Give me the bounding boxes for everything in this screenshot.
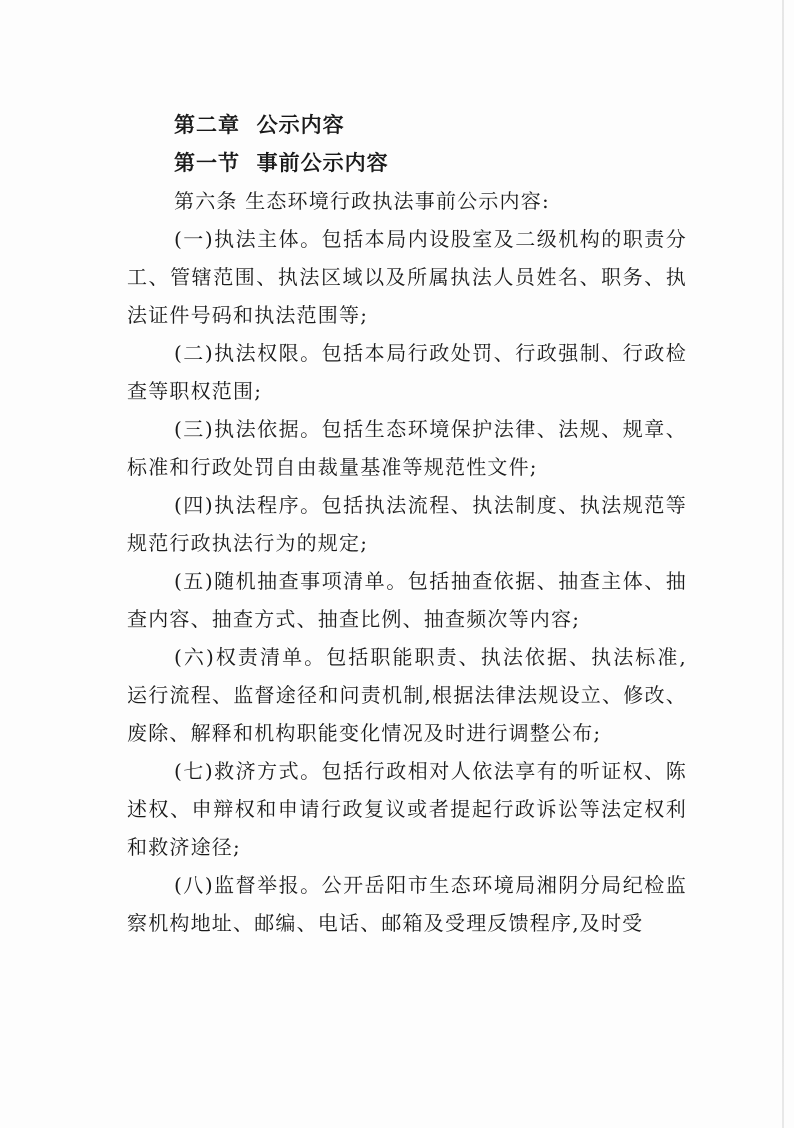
section-heading: 第一节 事前公示内容 (174, 151, 389, 175)
item-1-enforcement-subject: (一)执法主体。包括本局内设股室及二级机构的职责分工、管辖范围、执法区域以及所属执法人员姓名、职务、执法证件号码和执法范围等; (127, 227, 687, 327)
item-5-random-inspection-list: (五)随机抽查事项清单。包括抽查依据、抽查主体、抽查内容、抽查方式、抽查比例、抽查频次等内容; (127, 569, 687, 631)
item-6-responsibility-list: (六)权责清单。包括职能职责、执法依据、执法标准,运行流程、监督途径和问责机制,根据法律法规设立、修改、废除、解释和机构职能变化情况及时进行调整公布; (127, 645, 687, 745)
scan-edge (782, 0, 784, 1128)
item-8-supervision-reporting: (八)监督举报。公开岳阳市生态环境局湘阴分局纪检监察机构地址、邮编、电话、邮箱及受理反馈程序,及时受 (127, 873, 687, 935)
article-6-intro: 第六条 生态环境行政执法事前公示内容: (174, 189, 550, 213)
item-3-enforcement-basis: (三)执法依据。包括生态环境保护法律、法规、规章、标准和行政处罚自由裁量基准等规范性文件; (127, 417, 687, 479)
item-4-enforcement-procedure: (四)执法程序。包括执法流程、执法制度、执法规范等规范行政执法行为的规定; (127, 493, 687, 555)
item-2-enforcement-authority: (二)执法权限。包括本局行政处罚、行政强制、行政检查等职权范围; (127, 341, 687, 403)
document-body (127, 106, 687, 942)
chapter-heading: 第二章 公示内容 (174, 113, 345, 137)
item-7-relief-methods: (七)救济方式。包括行政相对人依法享有的听证权、陈述权、申辩权和申请行政复议或者提起行政诉讼等法定权利和救济途径; (127, 759, 687, 859)
